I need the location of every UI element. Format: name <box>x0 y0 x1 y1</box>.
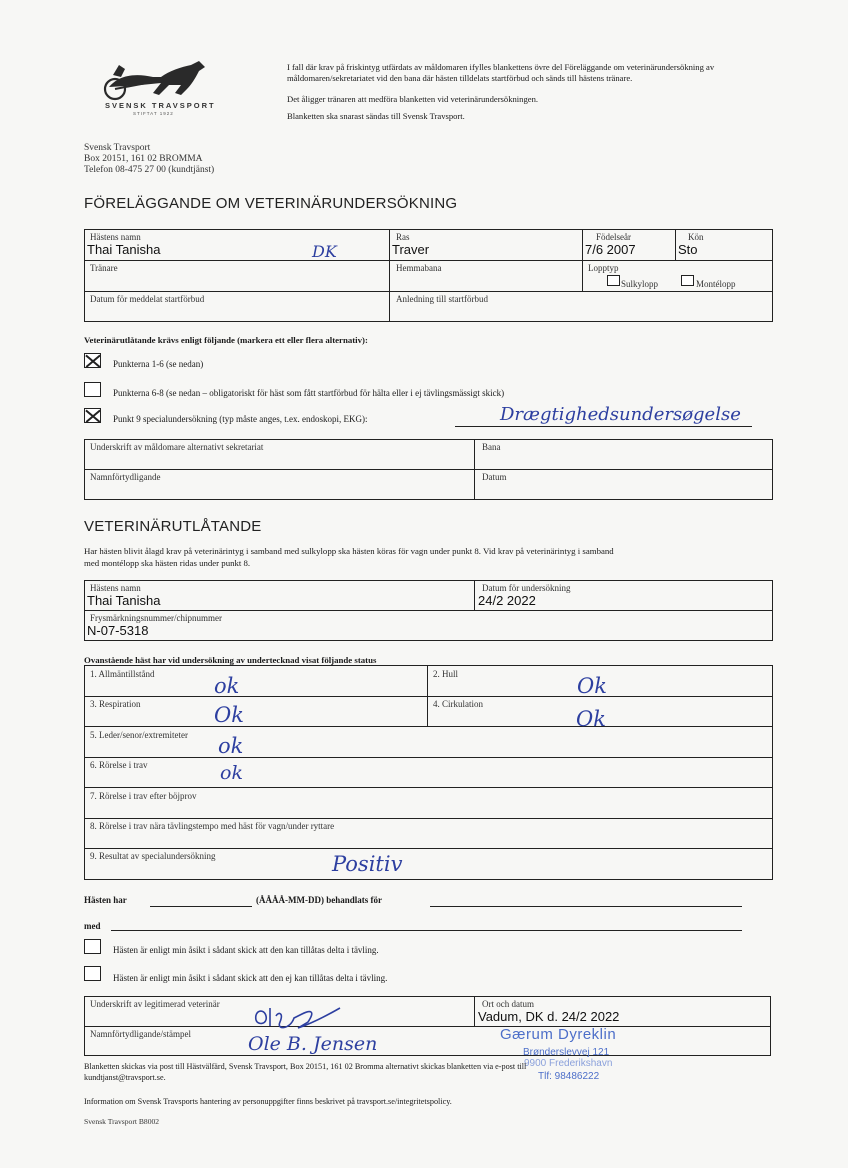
home-track-label: Hemmabana <box>396 263 442 273</box>
intro-line-3: Det åligger tränaren att medföra blanketten vid veterinärundersökningen. <box>287 94 539 104</box>
intro-line-1: I fall där krav på friskintyg utfärdats av måldomaren ifylles blankettens övre del Föreläggande om veterinärundersökning av <box>287 62 715 72</box>
horse-name-value: Thai Tanisha <box>87 242 161 257</box>
requirement-2-label: Punkterna 6-8 (se nedan – obligatoriskt för häst som fått startförbud för hälta eller i ej tävlingsmässigt skick) <box>113 388 505 398</box>
intro-line-4: Blanketten ska snarast sändas till Svensk Travsport. <box>287 111 465 121</box>
chip-value: N-07-5318 <box>87 623 149 638</box>
sex-value: Sto <box>678 242 698 257</box>
section-title-order: FÖRELÄGGANDE OM VETERINÄRUNDERSÖKNING <box>84 195 458 212</box>
place-date-value: Vadum, DK d. 24/2 2022 <box>478 1009 620 1024</box>
place-date-label: Ort och datum <box>482 999 534 1009</box>
race-type-label: Lopptyp <box>588 263 619 273</box>
footer-privacy: Information om Svensk Travsports hantering av personuppgifter finns beskrivet på travsport.se/integritetspolicy. <box>84 1097 452 1106</box>
vet-name-handwritten: Ole B. Jensen <box>248 1033 378 1055</box>
status-item-3-label: 3. Respiration <box>90 699 141 709</box>
status-item-2-label: 2. Hull <box>433 669 459 679</box>
birth-value: 7/6 2007 <box>585 242 636 257</box>
race-type-monte-checkbox[interactable] <box>681 275 694 286</box>
race-type-sulky-checkbox[interactable] <box>607 275 620 286</box>
treatment-label-start: Hästen har <box>84 895 127 905</box>
status-item-1-label: 1. Allmäntillstånd <box>90 669 155 679</box>
status-item-6-value: ok <box>220 762 243 784</box>
requirement-1-label: Punkterna 1-6 (se nedan) <box>113 359 204 369</box>
requirement-2-checkbox[interactable] <box>84 382 101 397</box>
form-code: Svensk Travsport B8002 <box>84 1117 160 1126</box>
status-item-7-label: 7. Rörelse i trav efter böjprov <box>90 791 197 801</box>
requirement-3-label: Punkt 9 specialundersökning (typ måste anges, t.ex. endoskopi, EKG): <box>113 414 368 424</box>
horse-sulky-icon <box>95 55 220 103</box>
footer-send-info <box>84 1061 526 1083</box>
vet-intro <box>84 545 614 569</box>
address-line-1: Svensk Travsport <box>84 143 151 153</box>
logo-text: SVENSK TRAVSPORT <box>105 101 216 110</box>
unfit-to-race-checkbox[interactable] <box>84 966 101 981</box>
status-item-9-value: Positiv <box>332 852 403 876</box>
stamp-line-3: 9900 Frederikshavn <box>524 1058 613 1069</box>
fit-to-race-checkbox[interactable] <box>84 939 101 954</box>
special-exam-type: Drægtighedsundersøgelse <box>500 404 741 425</box>
requirements-title: Veterinärutlåtande krävs enligt följande (markera ett eller flera alternativ): <box>84 335 368 345</box>
official-name-label: Namnförtydligande <box>90 472 161 482</box>
status-item-8-label: 8. Rörelse i trav nära tävlingstempo med häst för vagn/under ryttare <box>90 821 335 831</box>
logo-subtext: STIFTAT 1922 <box>133 111 174 116</box>
footer-line-1: Blanketten skickas via post till Hästvälfärd, Svensk Travsport, Box 20151, 161 02 Bromma alternativt skickas blanketten via e-post till <box>84 1062 527 1071</box>
birth-label: Födelseår <box>596 232 631 242</box>
name-stamp-label: Namnförtydligande/stämpel <box>90 1029 191 1039</box>
fit-to-race-label: Hästen är enligt min åsikt i sådant skick att den kan tillåtas delta i tävling. <box>113 945 379 955</box>
intro-line-2: måldomaren/sekretariatet vid den bana där hästen tilldelats startförbud och sänds till hästens tränare. <box>287 73 633 83</box>
address-block <box>84 143 214 176</box>
vet-intro-line-2: med montélopp ska hästen ridas under punkt 8. <box>84 558 251 568</box>
vet-intro-line-1: Har hästen blivit ålagd krav på veterinärintyg i samband med sulkylopp ska hästen köras för vagn under punkt 8. Vid krav på veterinärintyg i samband <box>84 546 614 556</box>
ban-reason-label: Anledning till startförbud <box>396 294 488 304</box>
status-title: Ovanstående häst har vid undersökning av undertecknad visat följande status <box>84 655 377 665</box>
treatment-label-with: med <box>84 921 101 931</box>
vet-signature-scribble <box>250 1000 345 1032</box>
footer-line-2: kundtjanst@travsport.se. <box>84 1073 166 1082</box>
vet-signature-label: Underskrift av legitimerad veterinär <box>90 999 220 1009</box>
vet-horse-name-label: Hästens namn <box>90 583 141 593</box>
breed-label: Ras <box>396 232 410 242</box>
horse-name-label: Hästens namn <box>90 232 141 242</box>
status-item-6-label: 6. Rörelse i trav <box>90 760 148 770</box>
intro-text <box>287 62 807 122</box>
race-type-monte-label: Montélopp <box>696 279 736 289</box>
status-item-2-value: Ok <box>577 674 607 698</box>
trainer-label: Tränare <box>90 263 118 273</box>
requirement-3-checkbox[interactable] <box>84 408 101 423</box>
status-item-4-label: 4. Cirkulation <box>433 699 483 709</box>
requirement-1-checkbox[interactable] <box>84 353 101 368</box>
status-item-5-label: 5. Leder/senor/extremiteter <box>90 730 188 740</box>
race-type-sulky-label: Sulkylopp <box>621 279 659 289</box>
logo <box>95 55 220 123</box>
track-label: Bana <box>482 442 501 452</box>
official-signature-label: Underskrift av måldomare alternativt sekretariat <box>90 442 264 452</box>
unfit-to-race-label: Hästen är enligt min åsikt i sådant skick att den ej kan tillåtas delta i tävling. <box>113 973 388 983</box>
status-item-3-value: Ok <box>214 703 244 727</box>
status-item-9-label: 9. Resultat av specialundersökning <box>90 851 216 861</box>
chip-label: Frysmärkningsnummer/chipnummer <box>90 613 222 623</box>
stamp-line-2: Brønderslevvej 121 <box>523 1047 610 1058</box>
stamp-line-4: Tlf: 98486222 <box>538 1071 600 1082</box>
vet-horse-name-value: Thai Tanisha <box>87 593 161 608</box>
address-line-3: Telefon 08-475 27 00 (kundtjänst) <box>84 165 215 175</box>
address-line-2: Box 20151, 161 02 BROMMA <box>84 154 203 164</box>
sex-label: Kön <box>688 232 704 242</box>
breed-value: Traver <box>392 242 430 257</box>
status-item-1-value: ok <box>214 674 240 698</box>
section-title-vet: VETERINÄRUTLÅTANDE <box>84 518 262 535</box>
official-date-label: Datum <box>482 472 507 482</box>
treatment-label-mid: (ÅÅÅÅ-MM-DD) behandlats för <box>256 895 382 905</box>
horse-name-note: DK <box>312 242 337 261</box>
ban-date-label: Datum för meddelat startförbud <box>90 294 205 304</box>
stamp-line-1: Gærum Dyreklin <box>500 1026 617 1043</box>
status-item-5-value: ok <box>218 734 244 758</box>
exam-date-value: 24/2 2022 <box>478 593 536 608</box>
exam-date-label: Datum för undersökning <box>482 583 571 593</box>
status-item-4-value: Ok <box>576 707 606 731</box>
